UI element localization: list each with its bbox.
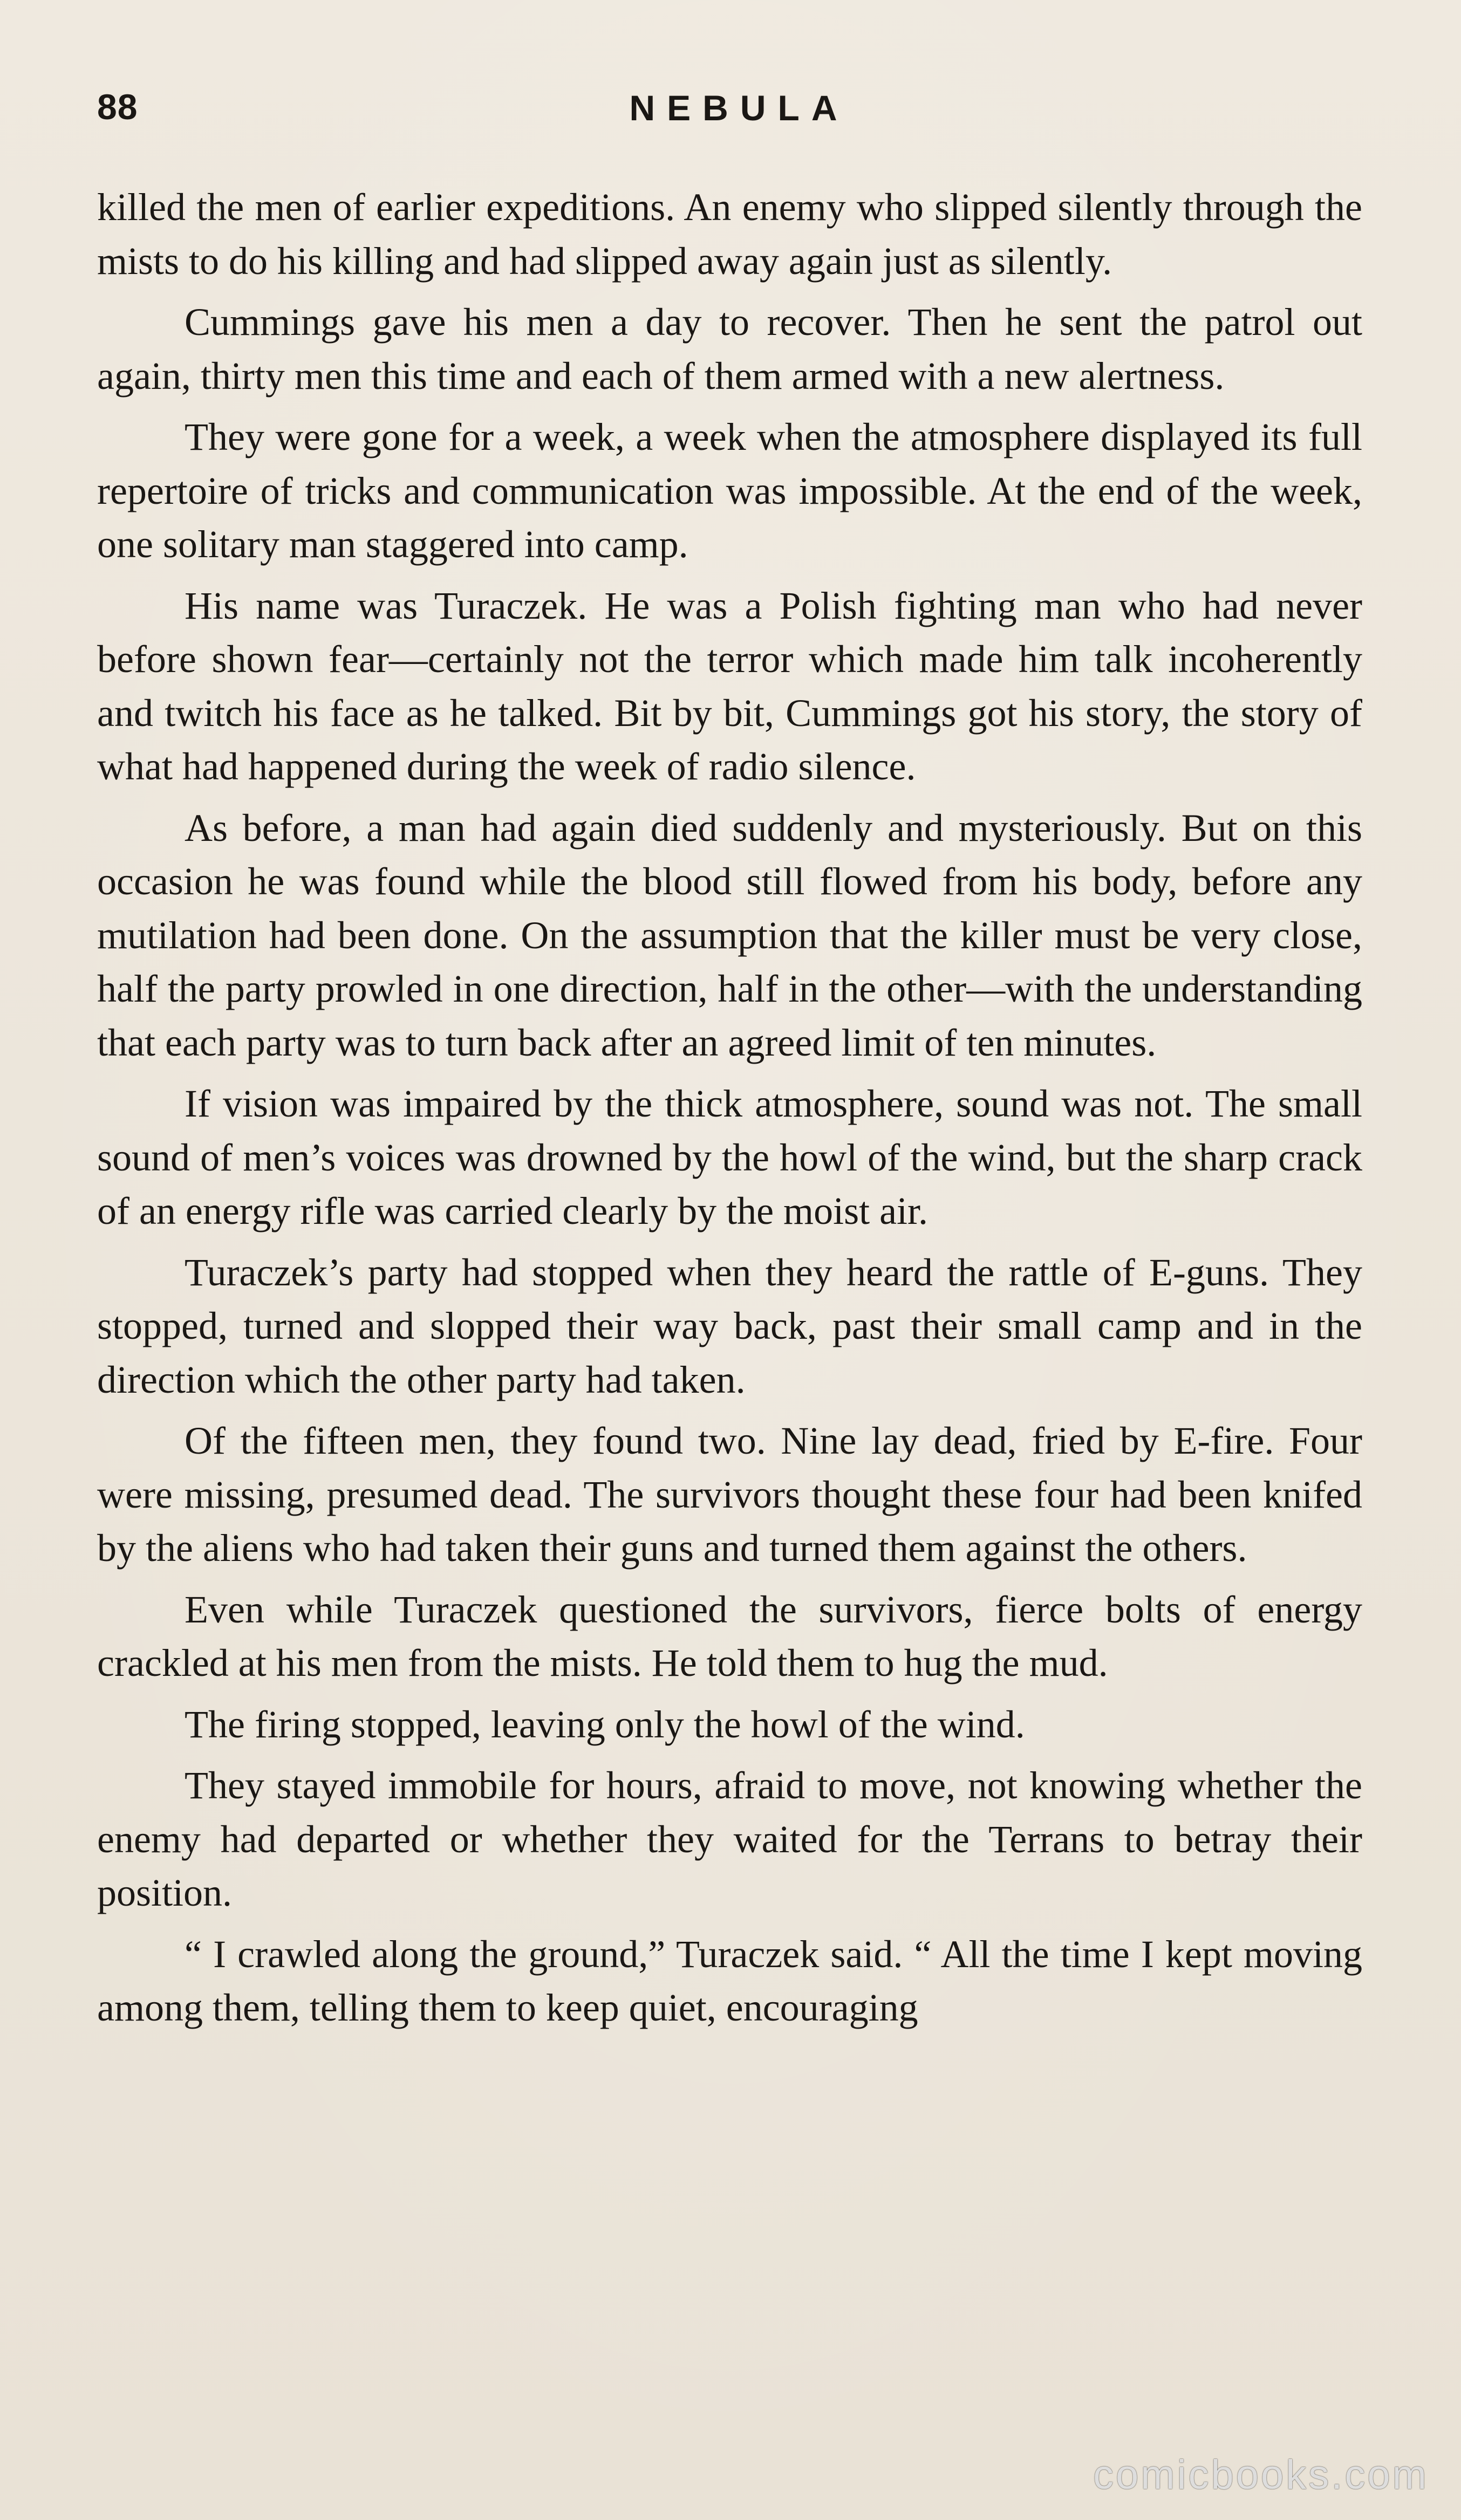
watermark-text: comicbooks.com <box>1093 2452 1429 2498</box>
paragraph: Of the fifteen men, they found two. Nine lay dead, fried by E-fire. Four were missing, presumed dead. The survivors thought these four had been knifed by the aliens who had taken their guns and turned them against the others. <box>97 1419 1362 1570</box>
paragraph: Turaczek’s party had stopped when they heard the rattle of E-guns. They stopped, turned and slopped their way back, past their small camp and in the direction which the other party had taken. <box>97 1250 1362 1401</box>
running-head-title: NEBULA <box>629 88 849 128</box>
paragraph: Cummings gave his men a day to recover. Then he sent the patrol out again, thirty men this time and each of them armed with a new alertness. <box>97 300 1362 398</box>
paragraph: His name was Turaczek. He was a Polish fighting man who had never before shown fear—certainly not the terror which made him talk incoherently and twitch his face as he talked. Bit by bit, Cummings got his story, the story of what had happened during the week of radio silence. <box>97 584 1362 788</box>
paragraph: If vision was impaired by the thick atmosphere, sound was not. The small sound of men’s voices was drowned by the howl of the wind, but the sharp crack of an energy rifle was carried clearly by the moist air. <box>97 1082 1362 1232</box>
body-text <box>97 181 1362 2043</box>
paragraph: As before, a man had again died suddenly and mysteriously. But on this occasion he was found while the blood still flowed from his body, before any mutilation had been done. On the assumption that the killer must be very close, half the party prowled in one direction, half in the other—with the understanding that each party was to turn back after an agreed limit of ten minutes. <box>97 806 1362 1064</box>
paragraph: Even while Turaczek questioned the survivors, fierce bolts of energy crackled at his men from the mists. He told them to hug the mud. <box>97 1587 1362 1684</box>
page-header <box>97 81 1360 140</box>
paragraph: The firing stopped, leaving only the howl of the wind. <box>185 1702 1025 1746</box>
paragraph: They were gone for a week, a week when the atmosphere displayed its full repertoire of tricks and communication was impossible. At the end of the week, one solitary man staggered into camp. <box>97 415 1362 566</box>
paragraph: killed the men of earlier expeditions. An enemy who slipped silently through the mists to do his killing and had slipped away again just as silently. <box>97 186 1362 283</box>
paragraph: “ I crawled along the ground,” Turaczek said. “ All the time I kept moving among them, telling them to keep quiet, encouraging <box>97 1932 1362 2029</box>
paragraph: They stayed immobile for hours, afraid to move, not knowing whether the enemy had departed or whether they waited for the Terrans to betray their position. <box>97 1764 1362 1914</box>
page-number: 88 <box>97 87 138 127</box>
